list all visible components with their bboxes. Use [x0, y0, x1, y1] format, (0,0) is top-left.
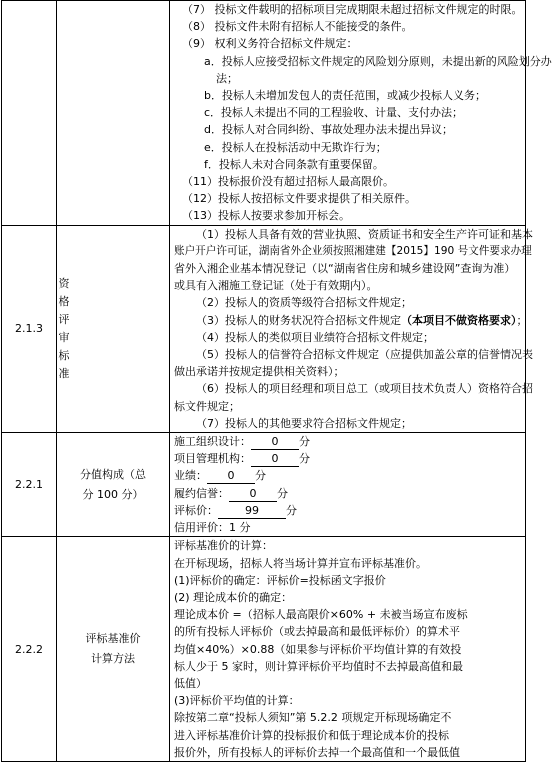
benchmark-calculation-content: [170, 537, 526, 762]
empty-label-cell: [57, 1, 170, 226]
calc-line: (2) 理论成本价的确定：: [174, 590, 293, 604]
criteria-line: 或具有入湘施工登记证（处于有效期内）。: [174, 279, 378, 293]
table-row-2-1-3: [2, 225, 526, 432]
vertical-label: 资 格 评 审 标 准: [58, 276, 70, 380]
criteria-line: （3）投标人的财务状况符合招标文件规定（本项目不做资格要求）；: [196, 313, 528, 327]
calc-line: 的所有投标人评标价（或去掉最高和最低评标价）的算术平: [174, 625, 460, 639]
score-composition-content: [170, 433, 526, 537]
score-item: 信用评价：1 分: [174, 521, 251, 535]
criteria-line: 省外入湘企业基本情况登记（以“湖南省住房和城乡建设网”查询为准）: [174, 262, 516, 276]
table-row-response-criteria: [2, 1, 526, 226]
calc-line: (1)评标价的确定：评标价=投标函文字报价: [174, 573, 386, 587]
bold-note: （本项目不做资格要求）: [401, 313, 517, 327]
qualification-criteria-content: [170, 225, 533, 432]
section-label-benchmark: 评标基准价 计算方法: [57, 537, 170, 762]
score-item: 履约信誉： 0 分: [174, 486, 288, 500]
criteria-line: 标文件规定；: [174, 399, 240, 413]
criteria-line: （11）投标报价没有超过招标人最高限价。: [182, 175, 394, 189]
score-item: 业绩： 0 分: [174, 469, 266, 483]
response-criteria-content: [170, 1, 552, 226]
criteria-subline: 法；: [216, 71, 238, 85]
criteria-subline: d．投标人对合同纠纷、事故处理办法未提出异议；: [204, 123, 453, 137]
criteria-line: （5）投标人的信誉符合招标文件规定（应提供加盖公章的信誉情况表: [196, 348, 533, 362]
criteria-line: 做出承诺并按规定提供相关资料）；: [174, 365, 345, 379]
section-label-qualification: [57, 225, 170, 432]
criteria-subline: f．投标人未对合同条款有重要保留。: [204, 157, 384, 171]
score-item: 项目管理机构： 0 分: [174, 452, 310, 466]
section-label-score-composition: 分值构成（总 分 100 分）: [57, 433, 170, 537]
calc-line: 评标基准价的计算：: [174, 539, 273, 553]
calc-line: 均值×40%）×0.88（如果参与评标价平均值计算的有效投: [174, 642, 462, 656]
criteria-line: （8） 投标文件未附有招标人不能接受的条件。: [182, 20, 413, 34]
criteria-line: （7） 投标文件载明的招标项目完成期限未超过招标文件规定的时限。: [182, 3, 523, 16]
calc-line: 理论成本价 =（招标人最高限价×60% + 未被当场宣布废标: [174, 608, 468, 622]
table-row-2-2-1: [2, 433, 526, 537]
calc-line: 报价外，所有投标人的评标价去掉一个最高值和一个最低值: [174, 745, 460, 759]
criteria-line: （1）投标人具备有效的营业执照、资质证书和安全生产许可证和基本: [196, 227, 533, 241]
section-number: 2.1.3: [2, 225, 57, 432]
criteria-subline: b．投标人未增加发包人的责任范围，或减少投标人义务；: [204, 89, 486, 103]
criteria-line: （13）投标人按要求参加开标会。: [182, 209, 350, 223]
calc-line: 标人少于 5 家时，则计算评标价平均值时不去掉最高值和最: [174, 659, 463, 673]
calc-line: 在开标现场，招标人将当场计算并宣布评标基准价。: [174, 556, 427, 570]
score-item: 施工组织设计： 0 分: [174, 435, 310, 449]
criteria-subline: c．投标人未提出不同的工程验收、计量、支付办法；: [204, 106, 464, 120]
criteria-line: （6）投标人的项目经理和项目总工（或项目技术负责人）资格符合招: [196, 382, 533, 396]
score-item: 评标价： 99 分: [174, 503, 297, 517]
empty-number-cell: [2, 1, 57, 226]
section-number: 2.2.2: [2, 537, 57, 762]
criteria-line: （7）投标人的其他要求符合招标文件规定；: [196, 416, 412, 430]
criteria-line: （9） 权利义务符合招标文件规定：: [182, 37, 358, 51]
calc-line: 进入评标基准价计算的投标报价和低于理论成本价的投标: [174, 728, 449, 742]
calc-line: 除按第二章“投标人须知”第 5.2.2 项规定开标现场确定不: [174, 711, 452, 725]
criteria-subline: e．投标人在投标活动中无欺诈行为；: [204, 140, 387, 154]
evaluation-criteria-table: [1, 0, 552, 762]
criteria-line: 账户开户许可证，湖南省外企业须按照湘建建【2015】190 号文件要求办理: [174, 244, 532, 257]
calc-line: 低值）: [174, 676, 207, 690]
criteria-line: （12）投标人按招标文件要求提供了相关原件。: [182, 192, 416, 206]
criteria-subline: a．投标人应接受招标文件规定的风险划分原则，未提出新的风险划分办: [204, 54, 552, 68]
calc-line: (3)评标价平均值的计算：: [174, 694, 300, 708]
table-row-2-2-2: [2, 537, 526, 762]
section-number: 2.2.1: [2, 433, 57, 537]
criteria-line: （4）投标人的类似项目业绩符合招标文件规定；: [196, 330, 434, 344]
criteria-line: （2）投标人的资质等级符合招标文件规定；: [196, 296, 412, 310]
